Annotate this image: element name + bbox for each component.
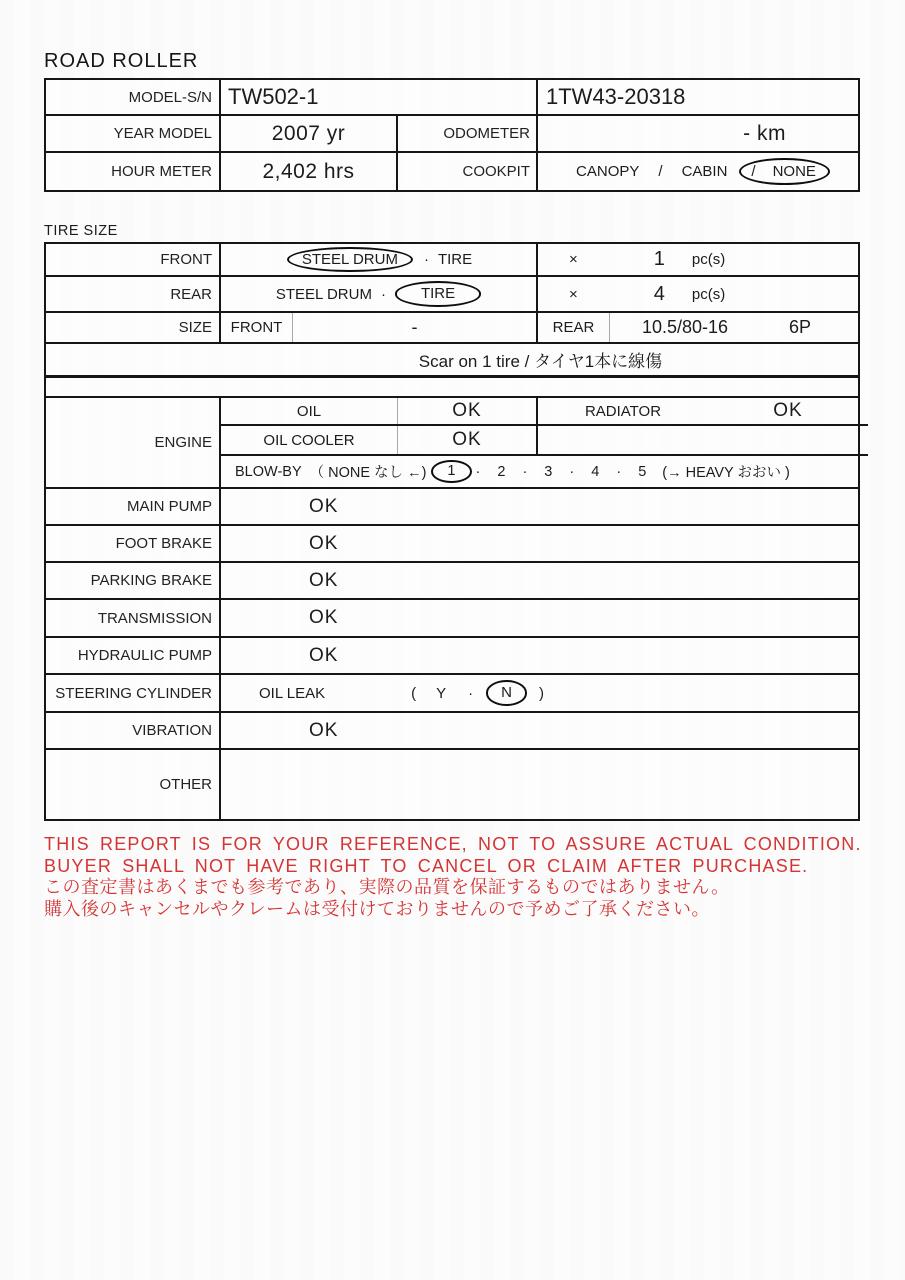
engine-oil-value: OK [398,398,538,424]
main-pump-label: MAIN PUMP [46,489,221,524]
odometer-label: ODOMETER [398,116,538,151]
tire-rear-type [221,277,538,311]
tire-front-count: 1 [653,248,665,270]
row-tire-note [46,344,858,378]
size-rear-label: REAR [538,313,610,342]
disclaimer-block [44,834,860,920]
tire-rear-drum: STEEL DRUM [275,285,372,303]
tire-front-unit: pc(s) [691,251,726,268]
steel-drum-circle-annotation [287,247,413,272]
tire-rear-tire: TIRE [420,285,456,303]
row-foot-brake [46,526,858,563]
year-label: YEAR MODEL [46,116,221,151]
cockpit-separator: / [751,162,756,180]
foot-brake-value: OK [309,532,339,554]
blowby-scale-values: · 2 · 3 · 4 · 5 [475,463,647,480]
engine-empty-cell [538,426,868,454]
serial-value: 1TW43-20318 [546,84,686,109]
vibration-value: OK [309,719,339,741]
row-hydraulic-pump [46,638,858,675]
blowby-label: BLOW-BY [235,463,302,480]
size-rear-ply: 6P [788,317,812,337]
engine-details [221,398,868,487]
tire-front-dot: · [423,251,429,268]
tire-size-rear-cell [538,313,858,342]
blowby-selected-value: 1 [447,463,456,480]
oil-leak-label: OIL LEAK [259,684,326,702]
engine-row-oil-cooler [221,426,868,456]
cockpit-option-canopy: CANOPY [576,163,640,180]
disclaimer-line-2: BUYER SHALL NOT HAVE RIGHT TO CANCEL OR CLAIM AFTER PURCHASE. [44,855,809,876]
row-tire-size [46,313,858,344]
info-table [44,78,860,192]
model-value: TW502-1 [221,80,538,114]
vibration-label: VIBRATION [46,713,221,748]
hydraulic-pump-value: OK [309,644,339,666]
sheet-content [44,0,860,920]
transmission-value: OK [309,607,339,628]
oil-leak-option-no: N [501,684,513,702]
page-title: ROAD ROLLER [44,50,199,72]
tire-rear-label: REAR [46,277,221,311]
oil-leak-option-yes: Y [436,684,447,702]
tire-front-tire: TIRE [437,251,473,268]
oil-leak-no-circle-annotation [486,680,527,705]
paren-open: ( [411,684,417,702]
tire-note: Scar on 1 tire / タイヤ1本に線傷 [418,352,663,371]
row-other [46,750,858,819]
condition-table [44,242,860,821]
engine-radiator-cell [538,398,868,424]
engine-oil-label: OIL [221,398,398,424]
tire-rear-count-cell [538,277,858,311]
oil-cooler-value: OK [398,426,538,454]
steering-oil-leak-cell [221,675,858,711]
blowby-none-side: （ NONE なし ←) [309,465,427,481]
cockpit-option-cabin: CABIN [681,163,728,180]
cockpit-none-circle-annotation [739,158,830,185]
size-front-label: FRONT [221,313,293,342]
cockpit-label: COOKPIT [398,153,538,190]
tire-rear-dot: · [380,285,386,303]
size-rear-value: 10.5/80-16 [641,317,729,337]
row-tire-front [46,244,858,277]
foot-brake-label: FOOT BRAKE [46,526,221,561]
hydraulic-pump-label: HYDRAULIC PUMP [46,638,221,673]
row-year-odometer [46,116,858,153]
parking-brake-value: OK [309,569,339,591]
blowby-heavy-side: (→ HEAVY おおい ) [662,465,790,481]
tire-circle-annotation [395,281,481,306]
row-spacer [46,378,858,398]
steering-cylinder-label: STEERING CYLINDER [46,675,221,711]
row-model-sn [46,80,858,116]
multiply-sign: × [569,251,578,268]
row-main-pump [46,489,858,526]
size-front-value: - [411,317,418,337]
cockpit-option-none: NONE [772,162,816,180]
row-tire-rear [46,277,858,313]
paren-close: ) [539,684,545,702]
radiator-label: RADIATOR [584,402,662,420]
cockpit-separator: / [658,163,663,180]
tire-size-front-cell [221,313,538,342]
tire-front-type [221,244,538,275]
blowby-scale-cell [221,456,868,487]
odometer-value: - km [743,121,786,145]
tire-note-cell [46,344,858,375]
hour-meter-value: 2,402 hrs [221,153,398,190]
oil-cooler-label: OIL COOLER [221,426,398,454]
tire-front-label: FRONT [46,244,221,275]
other-label: OTHER [46,750,221,819]
hour-meter-label: HOUR METER [46,153,221,190]
radiator-value: OK [773,400,803,421]
other-value [221,750,858,819]
disclaimer-line-3: この査定書はあくまでも参考であり、実際の品質を保証するものではありません。 [44,877,730,897]
tire-front-drum: STEEL DRUM [301,250,398,268]
row-engine [46,398,858,489]
engine-label: ENGINE [46,398,221,487]
engine-row-oil [221,398,868,426]
multiply-sign: × [569,285,578,303]
row-hour-cockpit [46,153,858,190]
oil-leak-dot: · [468,684,474,702]
tire-size-label: SIZE [46,313,221,342]
model-sn-label: MODEL-S/N [46,80,221,114]
tire-front-count-cell [538,244,858,275]
blowby-selected-circle-annotation [431,460,471,483]
row-steering-cylinder [46,675,858,713]
parking-brake-label: PARKING BRAKE [46,563,221,598]
engine-row-blowby [221,456,868,487]
disclaimer-line-1: THIS REPORT IS FOR YOUR REFERENCE, NOT TO ASSURE ACTUAL CONDITION. [44,834,862,854]
tire-size-section-title: TIRE SIZE [44,223,118,239]
transmission-label: TRANSMISSION [46,600,221,636]
row-transmission [46,600,858,638]
tire-rear-unit: pc(s) [691,285,726,303]
disclaimer-line-4: 購入後のキャンセルやクレームは受付けておりませんので予めご了承ください。 [44,898,710,919]
year-value: 2007 yr [221,116,398,151]
row-vibration [46,713,858,750]
cockpit-options [538,153,858,190]
main-pump-value: OK [309,495,339,517]
tire-rear-count: 4 [653,282,665,305]
row-parking-brake [46,563,858,600]
